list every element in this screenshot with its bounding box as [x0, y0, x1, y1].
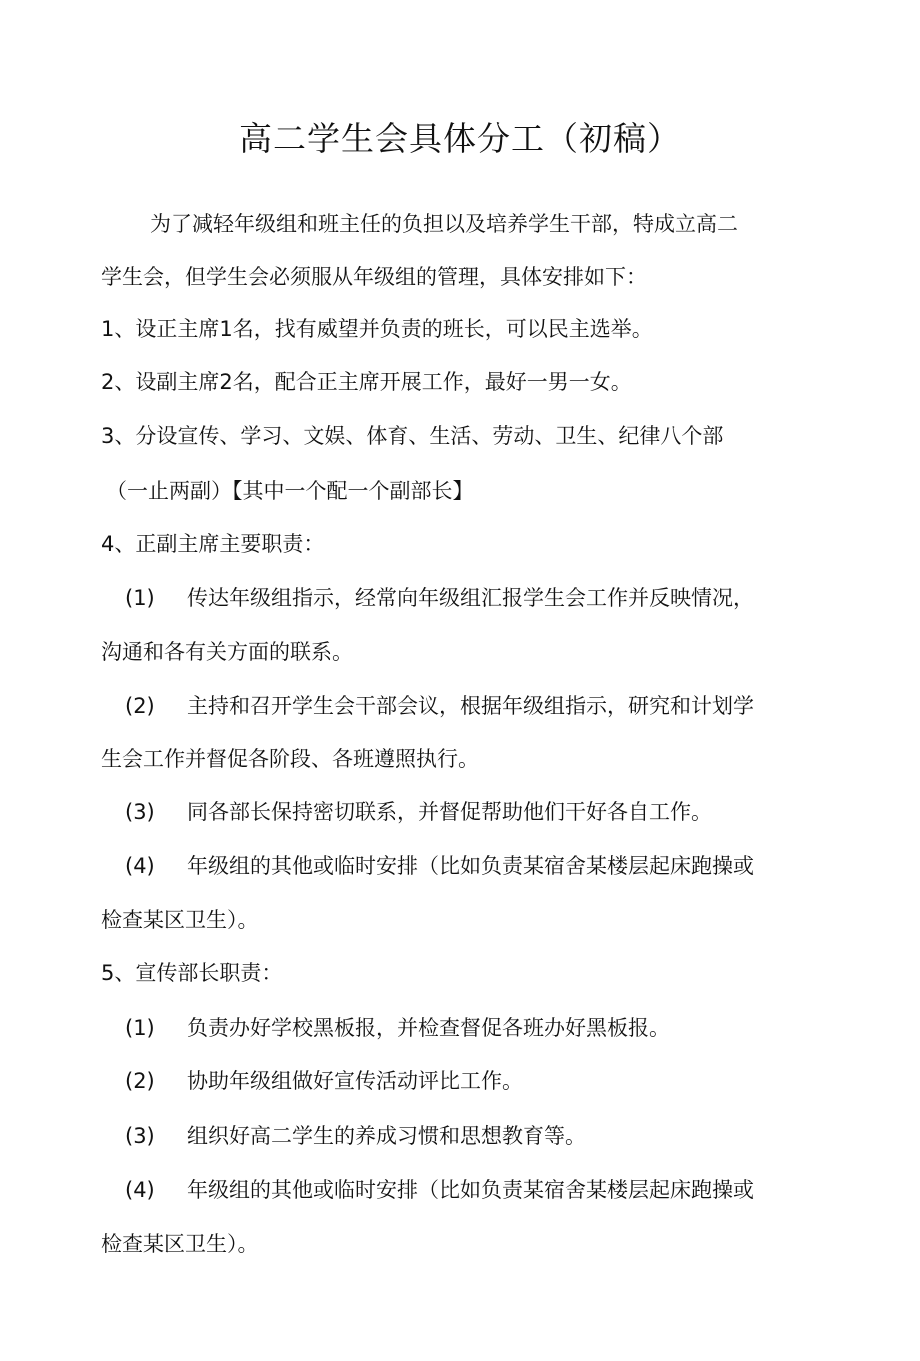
document-title: 高二学生会具体分工（初稿）: [239, 119, 681, 158]
publicity-duty-4-cont: 检查某区卫生）。: [101, 1232, 259, 1256]
item-2: 2、设副主席2名，配合正主席开展工作，最好一男一女。: [101, 370, 632, 394]
chair-duty-4: (4) 年级组的其他或临时安排（比如负责某宿舍某楼层起床跑操或: [125, 854, 754, 878]
publicity-duty-1: (1) 负责办好学校黑板报，并检查督促各班办好黑板报。: [125, 1016, 670, 1040]
item-4-heading: 4、正副主席主要职责：: [101, 532, 325, 556]
chair-duty-3: (3) 同各部长保持密切联系，并督促帮助他们干好各自工作。: [125, 800, 712, 824]
item-1: 1、设正主席1名，找有威望并负责的班长，可以民主选举。: [101, 317, 653, 341]
item-3: 3、分设宣传、学习、文娱、体育、生活、劳动、卫生、纪律八个部: [101, 424, 724, 448]
chair-duty-1: (1) 传达年级组指示，经常向年级组汇报学生会工作并反映情况，: [125, 586, 754, 610]
intro-line-1: 为了减轻年级组和班主任的负担以及培养学生干部，特成立高二: [150, 212, 738, 236]
chair-duty-2: (2) 主持和召开学生会干部会议，根据年级组指示，研究和计划学: [125, 694, 754, 718]
item-5-heading: 5、宣传部长职责：: [101, 961, 283, 985]
chair-duty-1-cont: 沟通和各有关方面的联系。: [101, 640, 353, 664]
intro-line-2: 学生会，但学生会必须服从年级组的管理，具体安排如下：: [101, 265, 647, 289]
publicity-duty-3: (3) 组织好高二学生的养成习惯和思想教育等。: [125, 1124, 586, 1148]
chair-duty-4-cont: 检查某区卫生）。: [101, 908, 259, 932]
publicity-duty-2: (2) 协助年级组做好宣传活动评比工作。: [125, 1069, 523, 1093]
chair-duty-2-cont: 生会工作并督促各阶段、各班遵照执行。: [101, 747, 479, 771]
item-3-cont: （一止两副）【其中一个配一个副部长】: [106, 479, 474, 503]
publicity-duty-4: (4) 年级组的其他或临时安排（比如负责某宿舍某楼层起床跑操或: [125, 1178, 754, 1202]
